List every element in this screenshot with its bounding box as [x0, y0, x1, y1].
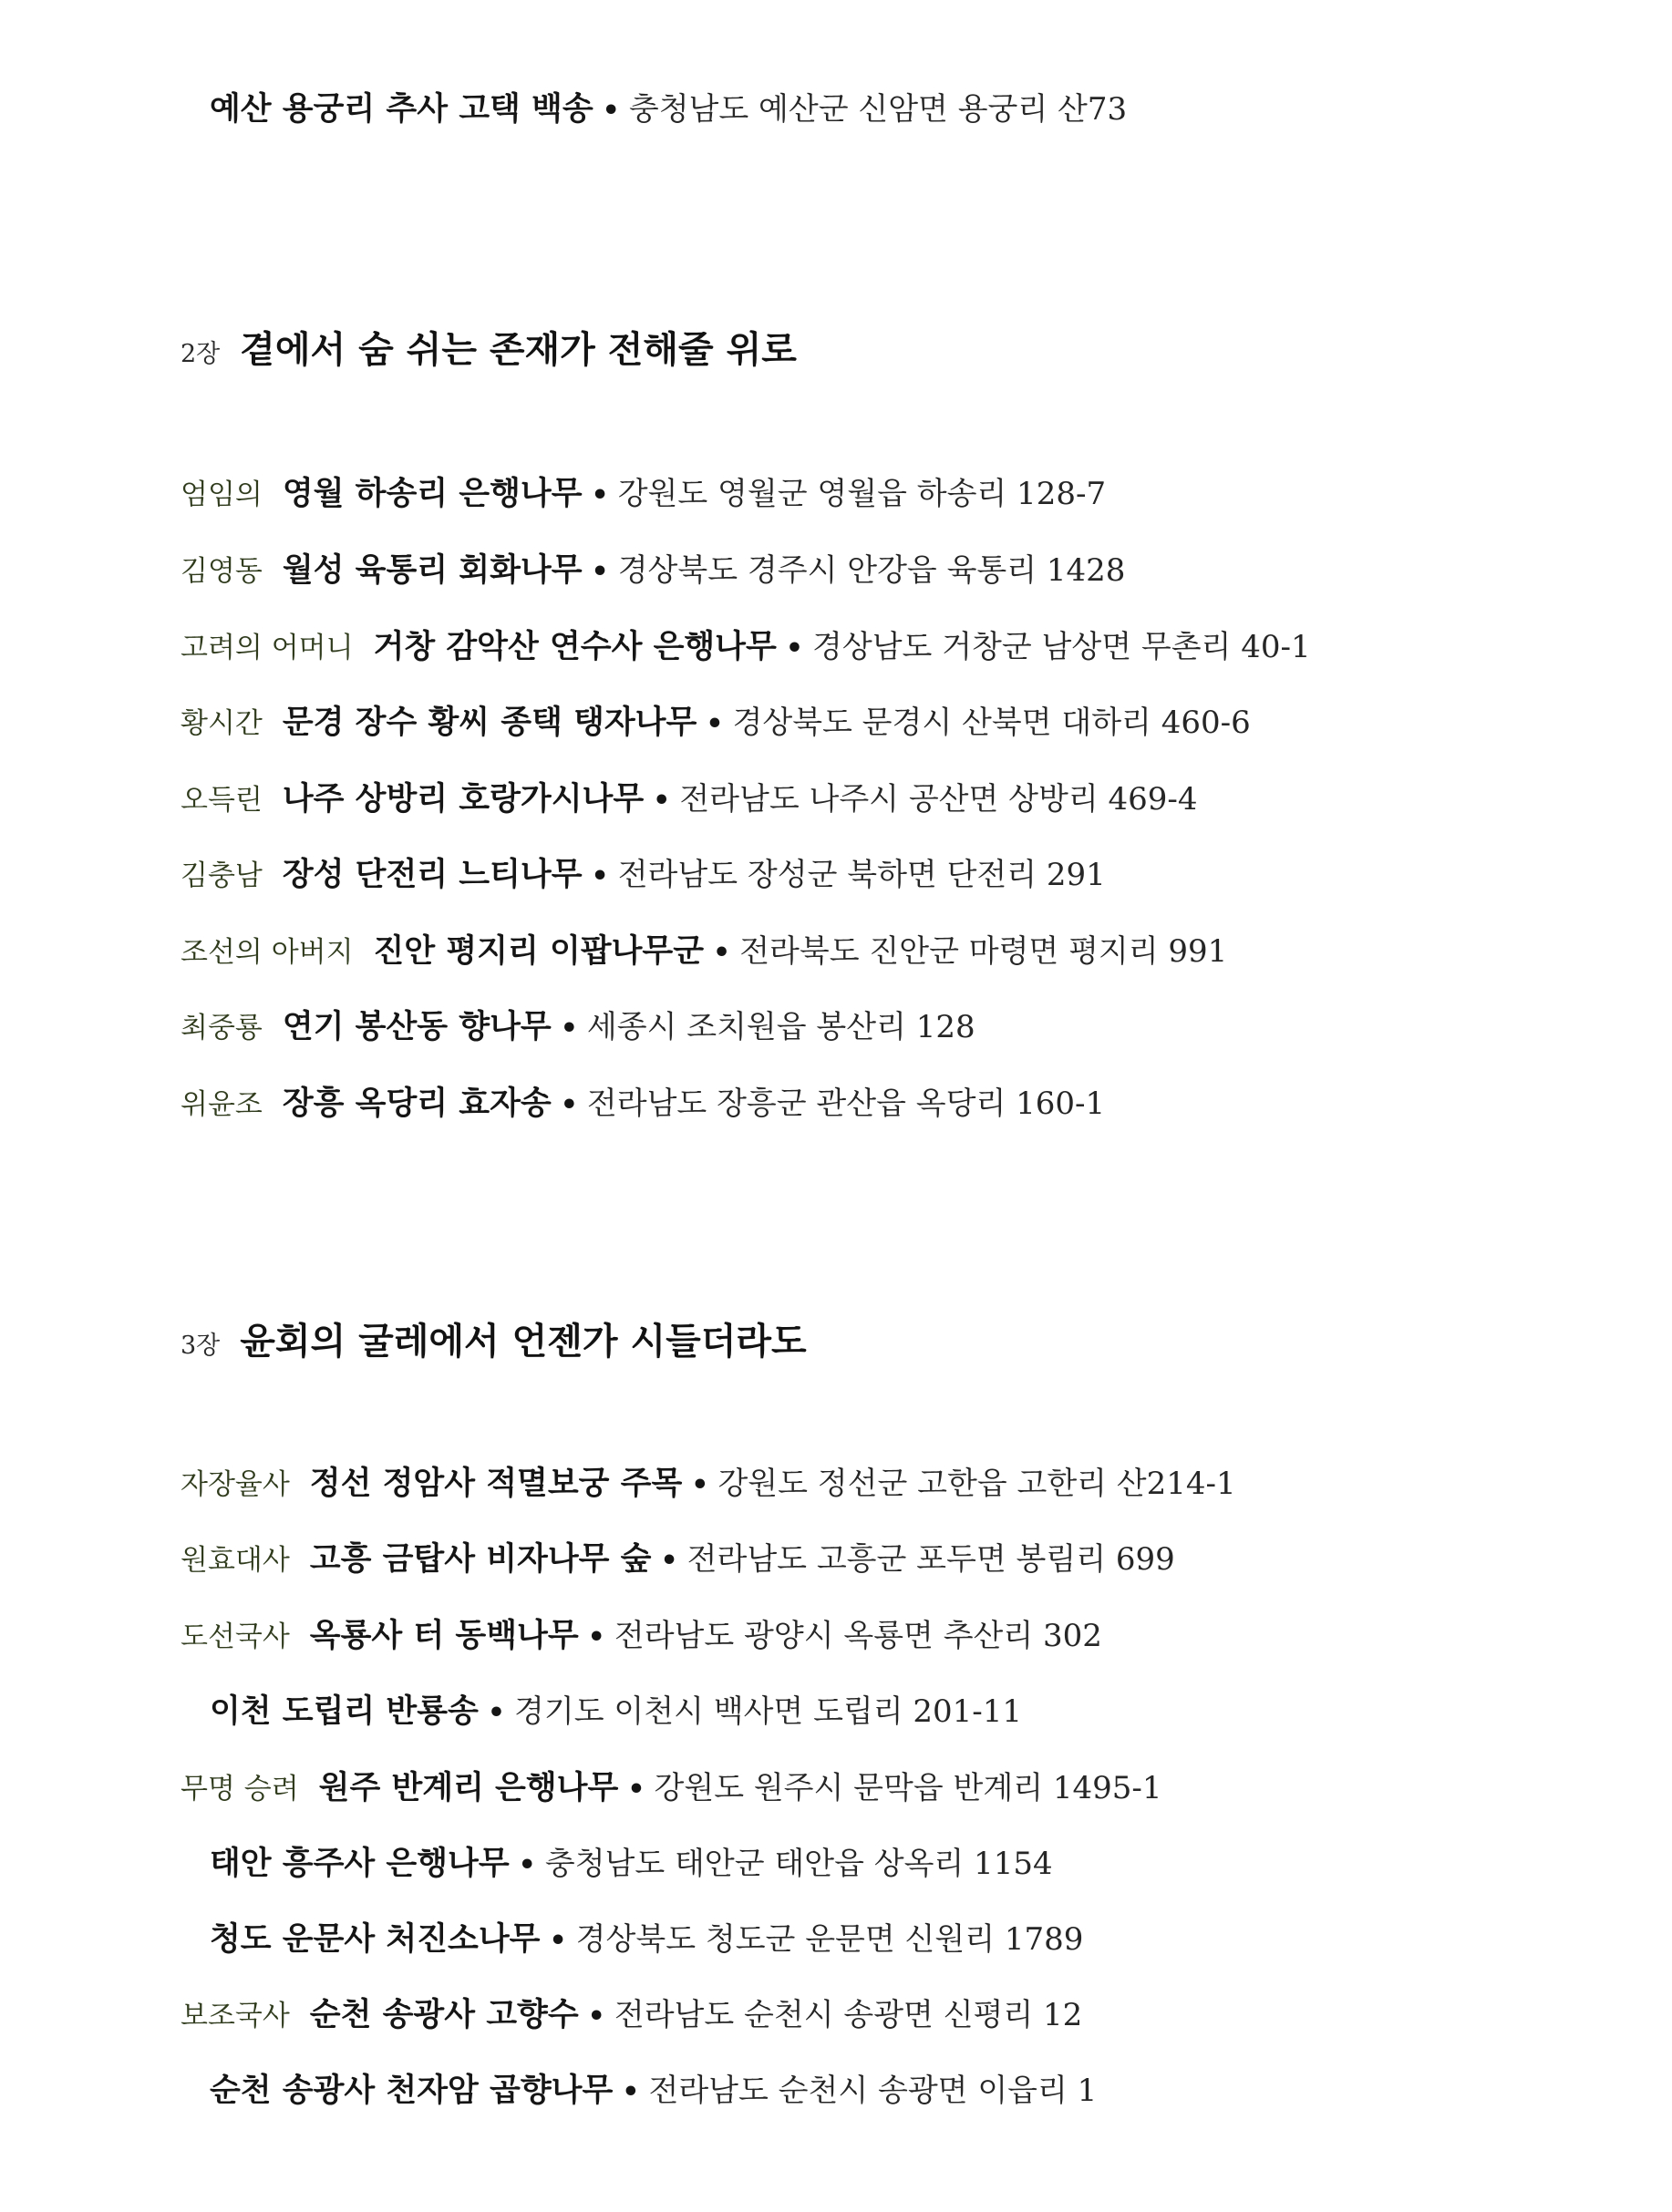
tree-title: 원주 반계리 은행나무	[318, 1770, 619, 1806]
chapter-number: 2장	[181, 340, 221, 368]
bullet-separator: •	[660, 1545, 678, 1577]
list-item	[181, 930, 1227, 975]
list-item	[181, 1766, 1162, 1812]
list-item	[181, 472, 1106, 518]
tree-address: 강원도 영월군 영월읍 하송리 128-7	[617, 476, 1107, 512]
tree-title: 진안 평지리 이팝나무군	[373, 933, 705, 970]
tree-title: 이천 도립리 반룡송	[210, 1693, 479, 1730]
tree-title: 정선 정암사 적멸보궁 주목	[309, 1466, 683, 1502]
tree-title: 나주 상방리 호랑가시나무	[282, 781, 645, 818]
top-entry	[210, 87, 1127, 133]
list-item	[181, 549, 1125, 594]
tree-title: 순천 송광사 고향수	[309, 1997, 579, 2033]
bullet-separator: •	[627, 1774, 645, 1806]
chapter-3-heading	[181, 1316, 807, 1374]
tree-address: 경상북도 문경시 산북면 대하리 460-6	[732, 705, 1251, 741]
person-name: 무명 승려	[181, 1773, 299, 1806]
tree-title: 태안 흥주사 은행나무	[210, 1846, 510, 1882]
person-name: 엄임의	[181, 478, 263, 511]
list-item	[210, 2069, 1097, 2114]
tree-address: 전라남도 장흥군 관산읍 옥당리 160-1	[586, 1085, 1106, 1122]
list-item	[181, 1082, 1105, 1127]
bullet-separator: •	[691, 1469, 709, 1501]
person-name: 최중룡	[181, 1012, 263, 1044]
tree-title: 문경 장수 황씨 종택 탱자나무	[282, 705, 697, 741]
tree-address: 전라남도 광양시 옥룡면 추산리 302	[614, 1618, 1102, 1654]
person-name: 김영동	[181, 555, 263, 588]
tree-address: 경상북도 경주시 안강읍 육통리 1428	[617, 552, 1126, 589]
bullet-separator: •	[549, 1925, 567, 1957]
person-name: 조선의 아버지	[181, 936, 354, 969]
list-item	[181, 625, 1311, 671]
bullet-separator: •	[713, 937, 731, 969]
tree-address: 전라북도 진안군 마령면 평지리 991	[739, 933, 1228, 970]
tree-title: 장성 단전리 느티나무	[282, 857, 583, 893]
bullet-separator: •	[706, 708, 724, 740]
bullet-separator: •	[785, 633, 803, 664]
chapter-title: 곁에서 숨 쉬는 존재가 전해줄 위로	[240, 329, 797, 371]
tree-address: 세종시 조치원읍 봉산리 128	[586, 1009, 975, 1045]
bullet-separator: •	[591, 860, 609, 892]
tree-address: 전라남도 순천시 송광면 이읍리 1	[648, 2073, 1098, 2109]
tree-address: 전라남도 나주시 공산면 상방리 469-4	[679, 781, 1198, 818]
person-name: 김충남	[181, 859, 263, 892]
list-item	[181, 853, 1106, 899]
person-name: 도선국사	[181, 1620, 290, 1653]
list-item	[181, 1614, 1102, 1660]
list-item	[181, 1993, 1082, 2039]
tree-address: 강원도 정선군 고한읍 고한리 산214-1	[717, 1466, 1236, 1502]
tree-address: 경상남도 거창군 남상면 무촌리 40-1	[812, 629, 1311, 665]
tree-title: 청도 운문사 처진소나무	[210, 1921, 541, 1958]
person-name: 고려의 어머니	[181, 632, 354, 664]
tree-title: 영월 하송리 은행나무	[282, 476, 583, 512]
bullet-separator: •	[591, 479, 609, 511]
bullet-separator: •	[622, 2076, 640, 2108]
list-item	[210, 1842, 1053, 1888]
chapter-number: 3장	[181, 1332, 221, 1360]
bullet-separator: •	[591, 556, 609, 588]
person-name: 원효대사	[181, 1544, 290, 1577]
list-item	[181, 701, 1251, 746]
tree-title: 월성 육통리 회화나무	[282, 552, 583, 589]
list-item	[210, 1918, 1083, 1963]
bullet-separator: •	[518, 1849, 536, 1881]
list-item	[210, 1690, 1022, 1735]
bullet-separator: •	[560, 1013, 578, 1044]
list-item	[181, 777, 1198, 823]
tree-address: 경기도 이천시 백사면 도립리 201-11	[514, 1693, 1023, 1730]
tree-title: 거창 감악산 연수사 은행나무	[373, 629, 777, 665]
tree-address: 전라남도 순천시 송광면 신평리 12	[614, 1997, 1083, 2033]
person-name: 위윤조	[181, 1088, 263, 1121]
tree-title: 예산 용궁리 추사 고택 백송	[210, 91, 593, 128]
tree-title: 순천 송광사 천자암 곱향나무	[210, 2073, 614, 2109]
bullet-separator: •	[602, 95, 620, 127]
person-name: 보조국사	[181, 2000, 290, 2032]
bullet-separator: •	[487, 1697, 506, 1729]
tree-address: 전라남도 장성군 북하면 단전리 291	[617, 857, 1106, 893]
tree-address: 경상북도 청도군 운문면 신원리 1789	[575, 1921, 1084, 1958]
list-item	[181, 1005, 975, 1051]
person-name: 자장율사	[181, 1468, 290, 1501]
tree-address: 충청남도 예산군 신암면 용궁리 산73	[628, 91, 1128, 128]
tree-title: 장흥 옥당리 효자송	[282, 1085, 552, 1122]
tree-address: 전라남도 고흥군 포두면 봉림리 699	[686, 1541, 1175, 1578]
person-name: 황시간	[181, 707, 263, 740]
tree-title: 옥룡사 터 동백나무	[309, 1618, 579, 1654]
tree-address: 강원도 원주시 문막읍 반계리 1495-1	[654, 1770, 1162, 1806]
person-name: 오득린	[181, 784, 263, 817]
bullet-separator: •	[587, 1621, 605, 1653]
bullet-separator: •	[653, 785, 671, 817]
chapter-2-heading	[181, 324, 797, 383]
tree-title: 연기 봉산동 향나무	[282, 1009, 552, 1045]
chapter-title: 윤회의 굴레에서 언젠가 시들더라도	[240, 1321, 807, 1363]
bullet-separator: •	[560, 1089, 578, 1121]
list-item	[181, 1538, 1175, 1583]
list-item	[181, 1462, 1236, 1507]
tree-address: 충청남도 태안군 태안읍 상옥리 1154	[544, 1846, 1053, 1882]
bullet-separator: •	[587, 2001, 605, 2032]
tree-title: 고흥 금탑사 비자나무 숲	[309, 1541, 652, 1578]
